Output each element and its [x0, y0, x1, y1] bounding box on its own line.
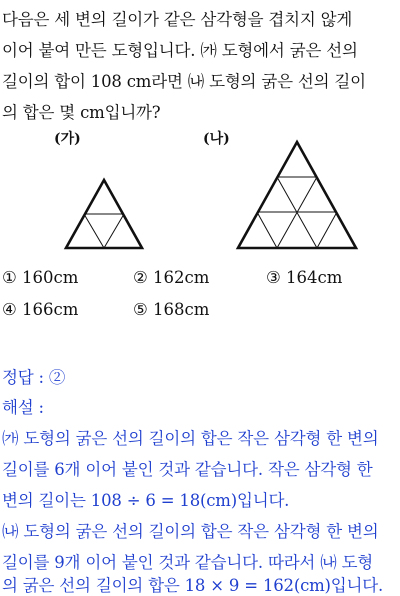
question-line: 다음은 세 변의 길이가 같은 삼각형을 겹치지 않게	[2, 10, 353, 29]
solution-line: 길이를 6개 이어 붙인 것과 같습니다. 작은 삼각형 한	[2, 460, 373, 479]
choice-text: 160cm	[22, 268, 79, 287]
choice-number: ④	[2, 300, 17, 319]
choice-text: 162cm	[153, 268, 210, 287]
choice-5[interactable]	[133, 300, 209, 319]
figure-b-label: (나)	[203, 131, 230, 147]
choice-number: ③	[266, 268, 281, 287]
question-text	[2, 4, 398, 128]
choice-4[interactable]	[2, 300, 78, 319]
choice-text: 168cm	[153, 300, 210, 319]
question-line: 의 합은 몇 cm입니까?	[2, 103, 161, 122]
answer-line: 정답 : ②	[2, 368, 66, 387]
solution-header: 해설 :	[2, 398, 44, 417]
solution-line: 길이를 9개 이어 붙인 것과 같습니다. 따라서 ㈏ 도형	[2, 553, 374, 572]
solution-line: 의 굵은 선의 길이의 합은 18 × 9 = 162(cm)입니다.	[2, 576, 384, 595]
solution-line: 변의 길이는 108 ÷ 6 = 18(cm)입니다.	[2, 491, 290, 510]
choice-text: 164cm	[286, 268, 343, 287]
choice-text: 166cm	[22, 300, 79, 319]
question-line: 길이의 합이 108 cm라면 ㈏ 도형의 굵은 선의 길이	[2, 72, 366, 91]
choice-number: ①	[2, 268, 17, 287]
question-line: 이어 붙여 만든 도형입니다. ㈎ 도형에서 굵은 선의	[2, 41, 358, 60]
figure-a-triangle	[64, 178, 144, 252]
choice-3[interactable]	[266, 268, 342, 287]
choice-2[interactable]	[133, 268, 209, 287]
solution-line: ㈎ 도형의 굵은 선의 길이의 합은 작은 삼각형 한 변의	[2, 429, 379, 448]
choice-number: ②	[133, 268, 148, 287]
figure-a-label: (가)	[54, 131, 81, 147]
choice-1[interactable]	[2, 268, 78, 287]
solution-line: ㈏ 도형의 굵은 선의 길이의 합은 작은 삼각형 한 변의	[2, 522, 379, 541]
choice-number: ⑤	[133, 300, 148, 319]
figure-b-triangle	[236, 140, 358, 252]
